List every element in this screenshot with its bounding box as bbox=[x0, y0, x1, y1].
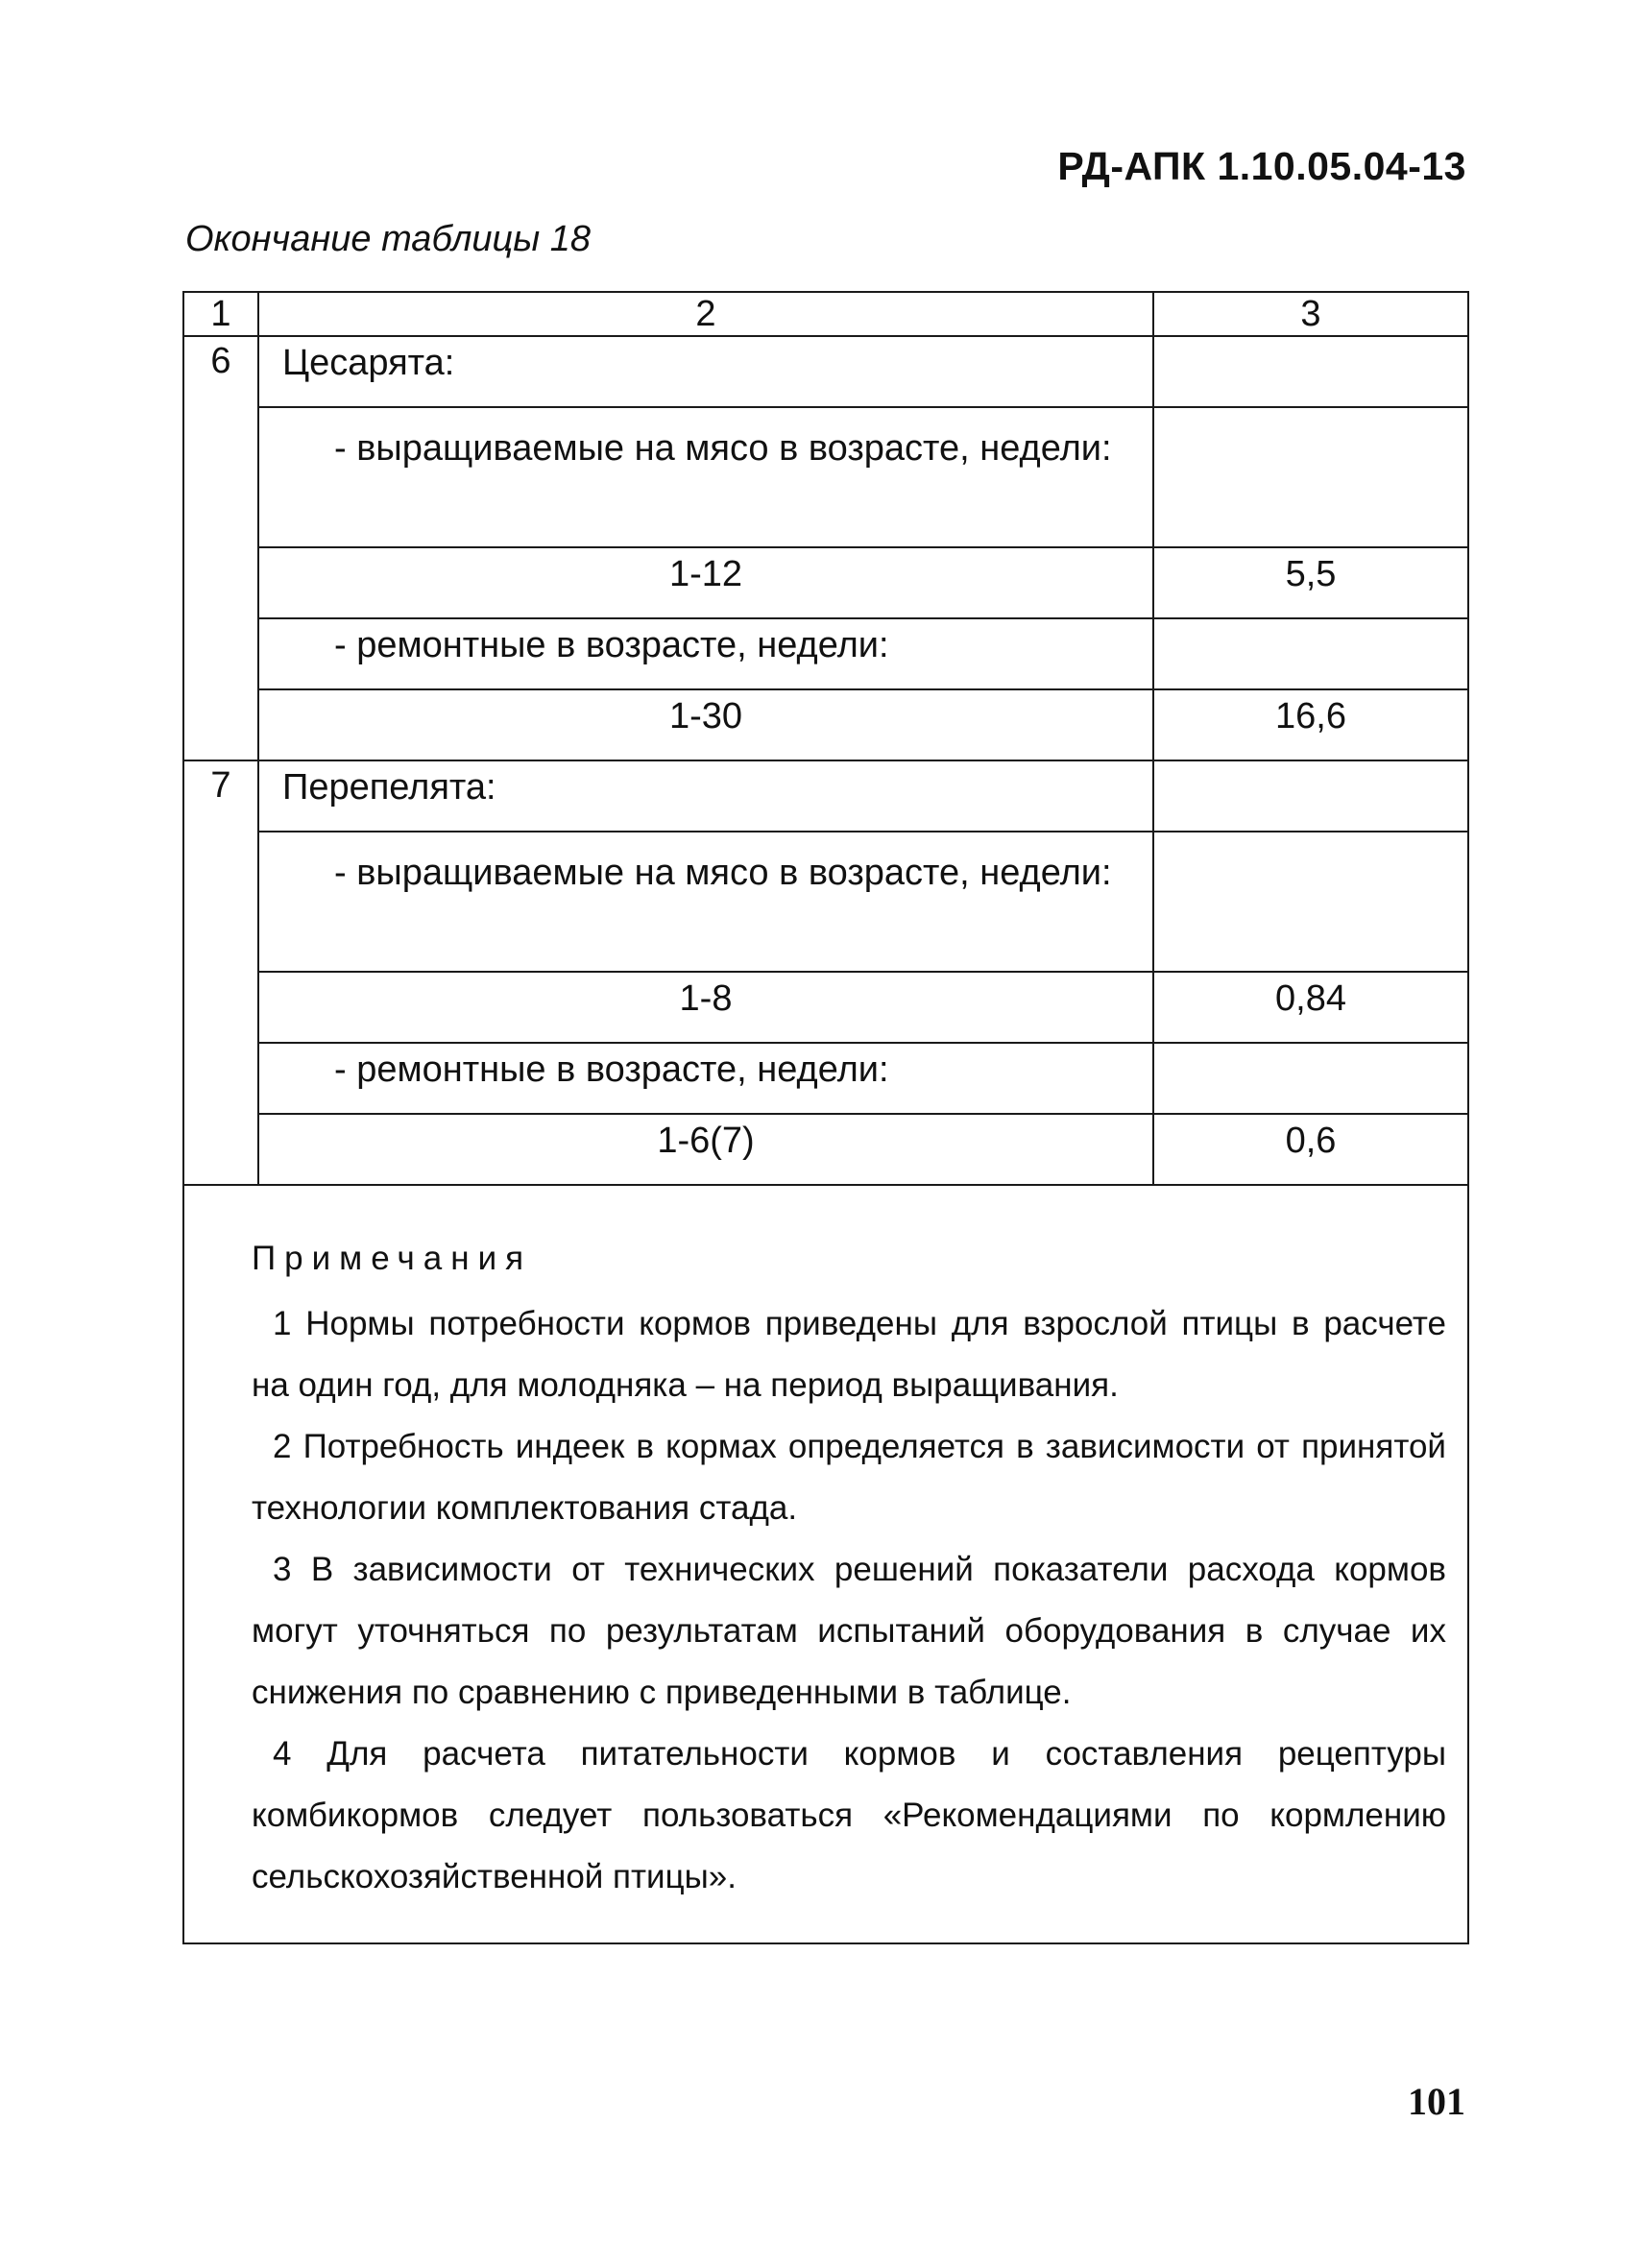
subgroup-label: - выращиваемые на мясо в возрасте, недели: bbox=[258, 407, 1153, 547]
col-header-1: 1 bbox=[183, 292, 258, 336]
table-caption: Окончание таблицы 18 bbox=[185, 219, 592, 259]
value-cell bbox=[1153, 760, 1468, 832]
value-cell: 0,6 bbox=[1153, 1114, 1468, 1185]
table-row bbox=[183, 1114, 1468, 1185]
age-range: 1-6(7) bbox=[258, 1114, 1153, 1185]
value-cell: 16,6 bbox=[1153, 689, 1468, 760]
value-cell bbox=[1153, 618, 1468, 689]
feed-norms-table bbox=[182, 291, 1469, 1944]
age-range: 1-30 bbox=[258, 689, 1153, 760]
table-row bbox=[183, 972, 1468, 1043]
document-code: РД-АПК 1.10.05.04-13 bbox=[1057, 144, 1466, 188]
note-item: 2 Потребность индеек в кормах определяется в зависимости от принятой технологии комплектования стада. bbox=[252, 1428, 1446, 1527]
value-cell bbox=[1153, 407, 1468, 547]
subgroup-label: - выращиваемые на мясо в возрасте, недели: bbox=[258, 832, 1153, 972]
group-title: Перепелята: bbox=[258, 760, 1153, 832]
page-number: 101 bbox=[1408, 2080, 1465, 2123]
note-item: 3 В зависимости от технических решений показатели расхода кормов могут уточняться по результатам испытаний оборудования в случае их снижения по сравнению с приведенными в таблице. bbox=[252, 1551, 1446, 1711]
age-range: 1-12 bbox=[258, 547, 1153, 618]
table-header-row bbox=[183, 292, 1468, 336]
table-row bbox=[183, 618, 1468, 689]
value-cell bbox=[1153, 832, 1468, 972]
table-row bbox=[183, 1043, 1468, 1114]
note-item: 4 Для расчета питательности кормов и составления рецептуры комбикормов следует пользоваться «Рекомендациями по кормлению сельскохозяйственной птицы». bbox=[252, 1735, 1446, 1895]
note-item: 1 Нормы потребности кормов приведены для взрослой птицы в расчете на один год, для молодняка – на период выращивания. bbox=[252, 1305, 1446, 1404]
col-header-2: 2 bbox=[258, 292, 1153, 336]
notes-cell bbox=[183, 1185, 1468, 1943]
row-number: 6 bbox=[183, 336, 258, 760]
value-cell bbox=[1153, 1043, 1468, 1114]
table-row bbox=[183, 832, 1468, 972]
row-number: 7 bbox=[183, 760, 258, 1185]
table-row bbox=[183, 760, 1468, 832]
subgroup-label: - ремонтные в возрасте, недели: bbox=[258, 1043, 1153, 1114]
table-row bbox=[183, 407, 1468, 547]
subgroup-label: - ремонтные в возрасте, недели: bbox=[258, 618, 1153, 689]
group-title: Цесарята: bbox=[258, 336, 1153, 407]
col-header-3: 3 bbox=[1153, 292, 1468, 336]
value-cell bbox=[1153, 336, 1468, 407]
value-cell: 0,84 bbox=[1153, 972, 1468, 1043]
notes-row bbox=[183, 1185, 1468, 1943]
table-row bbox=[183, 689, 1468, 760]
age-range: 1-8 bbox=[258, 972, 1153, 1043]
notes-title: Примечания bbox=[252, 1240, 533, 1277]
table-row bbox=[183, 547, 1468, 618]
value-cell: 5,5 bbox=[1153, 547, 1468, 618]
table-row bbox=[183, 336, 1468, 407]
